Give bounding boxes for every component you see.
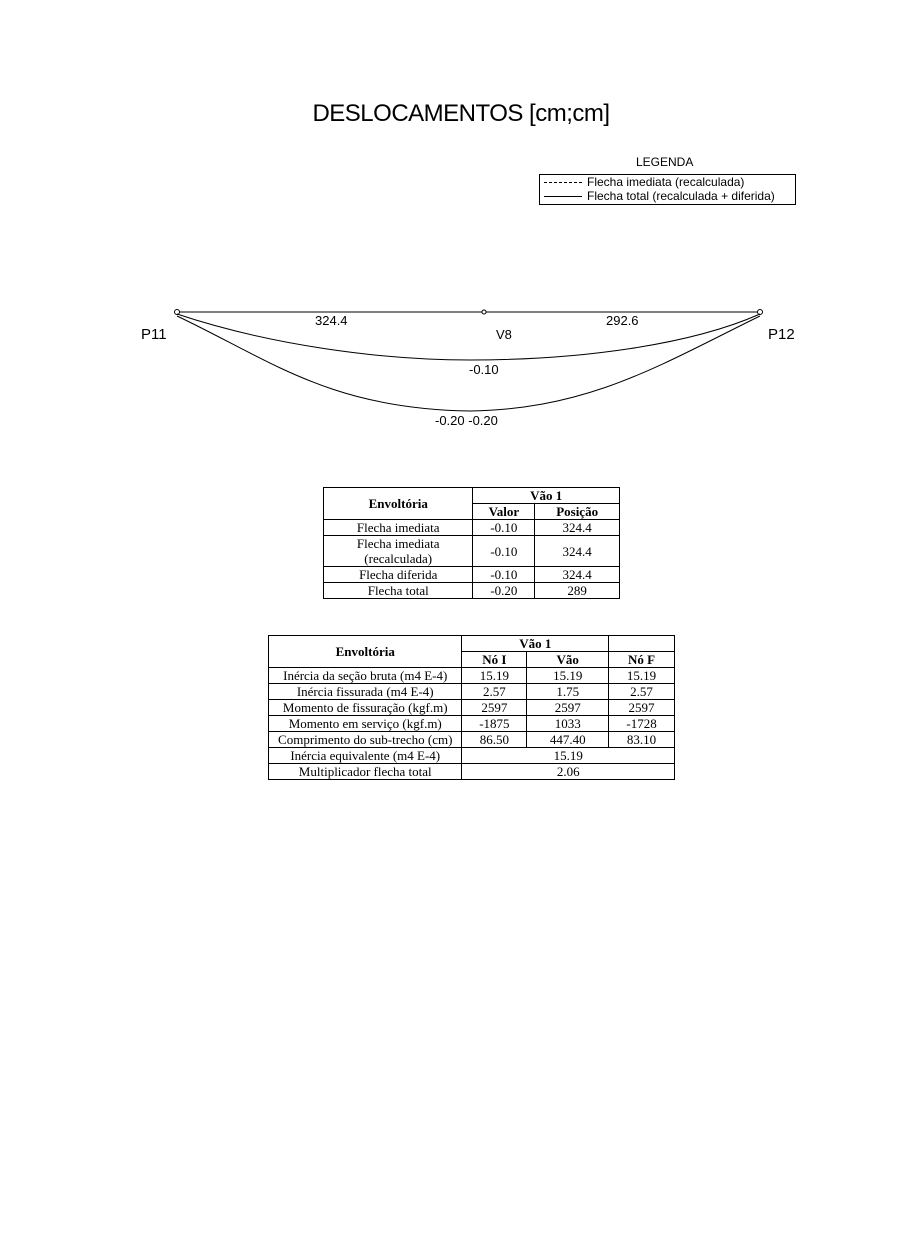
row-no-i: 86.50	[462, 732, 527, 748]
row-label: Inércia da seção bruta (m4 E-4)	[269, 668, 462, 684]
immediate-deflection-curve	[177, 314, 760, 360]
row-label: Momento em serviço (kgf.m)	[269, 716, 462, 732]
row-label: Multiplicador flecha total	[269, 764, 462, 780]
row-valor: -0.10	[473, 520, 535, 536]
row-no-i: 2597	[462, 700, 527, 716]
table-row	[269, 732, 675, 748]
row-valor: -0.20	[473, 583, 535, 599]
row-valor: -0.10	[473, 536, 535, 567]
row-posicao: 324.4	[535, 536, 620, 567]
legend-item-label: Flecha total (recalculada + diferida)	[587, 189, 775, 203]
table-row	[269, 748, 675, 764]
row-label: Momento de fissuração (kgf.m)	[269, 700, 462, 716]
right-node-icon	[758, 310, 763, 315]
row-no-i: -1875	[462, 716, 527, 732]
mid-node-icon	[482, 310, 486, 314]
header-span: Vão 1	[462, 636, 609, 652]
table-row	[269, 668, 675, 684]
row-label: Comprimento do sub-trecho (cm)	[269, 732, 462, 748]
row-label: Flecha imediata	[324, 520, 473, 536]
header-empty	[609, 636, 675, 652]
left-support-label: P11	[141, 326, 167, 343]
legend-item-total	[544, 190, 775, 203]
row-no-f: 2.57	[609, 684, 675, 700]
row-posicao: 289	[535, 583, 620, 599]
page-title: DESLOCAMENTOS [cm;cm]	[312, 100, 610, 127]
header-span: Vão 1	[473, 488, 620, 504]
row-no-i: 15.19	[462, 668, 527, 684]
right-dimension-label: 292.6	[606, 313, 639, 328]
header-posicao: Posição	[535, 504, 620, 520]
row-vao: 2597	[527, 700, 609, 716]
table-row	[269, 684, 675, 700]
row-label: Flecha diferida	[324, 567, 473, 583]
header-no-f: Nó F	[609, 652, 675, 668]
row-vao: 15.19	[527, 668, 609, 684]
table-row	[324, 567, 620, 583]
row-no-f: -1728	[609, 716, 675, 732]
beam-label: V8	[496, 327, 512, 342]
row-vao: 1.75	[527, 684, 609, 700]
row-label: Flecha imediata (recalculada)	[324, 536, 473, 567]
row-vao: 1033	[527, 716, 609, 732]
legend-item-immediate	[544, 176, 744, 189]
header-vao: Vão	[527, 652, 609, 668]
row-valor: -0.10	[473, 567, 535, 583]
table-row	[269, 716, 675, 732]
solid-line-sample-icon	[544, 196, 582, 197]
immediate-deflection-label: -0.10	[469, 362, 499, 377]
row-vao: 447.40	[527, 732, 609, 748]
row-posicao: 324.4	[535, 520, 620, 536]
left-node-icon	[175, 310, 180, 315]
header-envoltoria: Envoltória	[269, 636, 462, 668]
row-no-f: 2597	[609, 700, 675, 716]
row-label: Inércia equivalente (m4 E-4)	[269, 748, 462, 764]
header-valor: Valor	[473, 504, 535, 520]
right-support-label: P12	[768, 326, 795, 343]
legend-item-label: Flecha imediata (recalculada)	[587, 175, 745, 189]
total-deflection-label: -0.20 -0.20	[435, 413, 498, 428]
row-posicao: 324.4	[535, 567, 620, 583]
header-envoltoria: Envoltória	[324, 488, 473, 520]
legend-box	[539, 174, 796, 205]
table-row	[324, 520, 620, 536]
row-no-i: 2.57	[462, 684, 527, 700]
row-no-f: 15.19	[609, 668, 675, 684]
table-row	[324, 583, 620, 599]
inertia-table	[268, 635, 675, 780]
table-row	[324, 536, 620, 567]
row-value: 15.19	[462, 748, 675, 764]
deflection-diagram	[0, 290, 900, 440]
table-row	[269, 700, 675, 716]
legend-title: LEGENDA	[636, 155, 694, 169]
row-label: Flecha total	[324, 583, 473, 599]
row-no-f: 83.10	[609, 732, 675, 748]
table-row	[269, 764, 675, 780]
left-dimension-label: 324.4	[315, 313, 348, 328]
row-label: Inércia fissurada (m4 E-4)	[269, 684, 462, 700]
deflection-summary-table	[323, 487, 620, 599]
dashed-line-sample-icon	[544, 182, 582, 183]
row-value: 2.06	[462, 764, 675, 780]
header-no-i: Nó I	[462, 652, 527, 668]
